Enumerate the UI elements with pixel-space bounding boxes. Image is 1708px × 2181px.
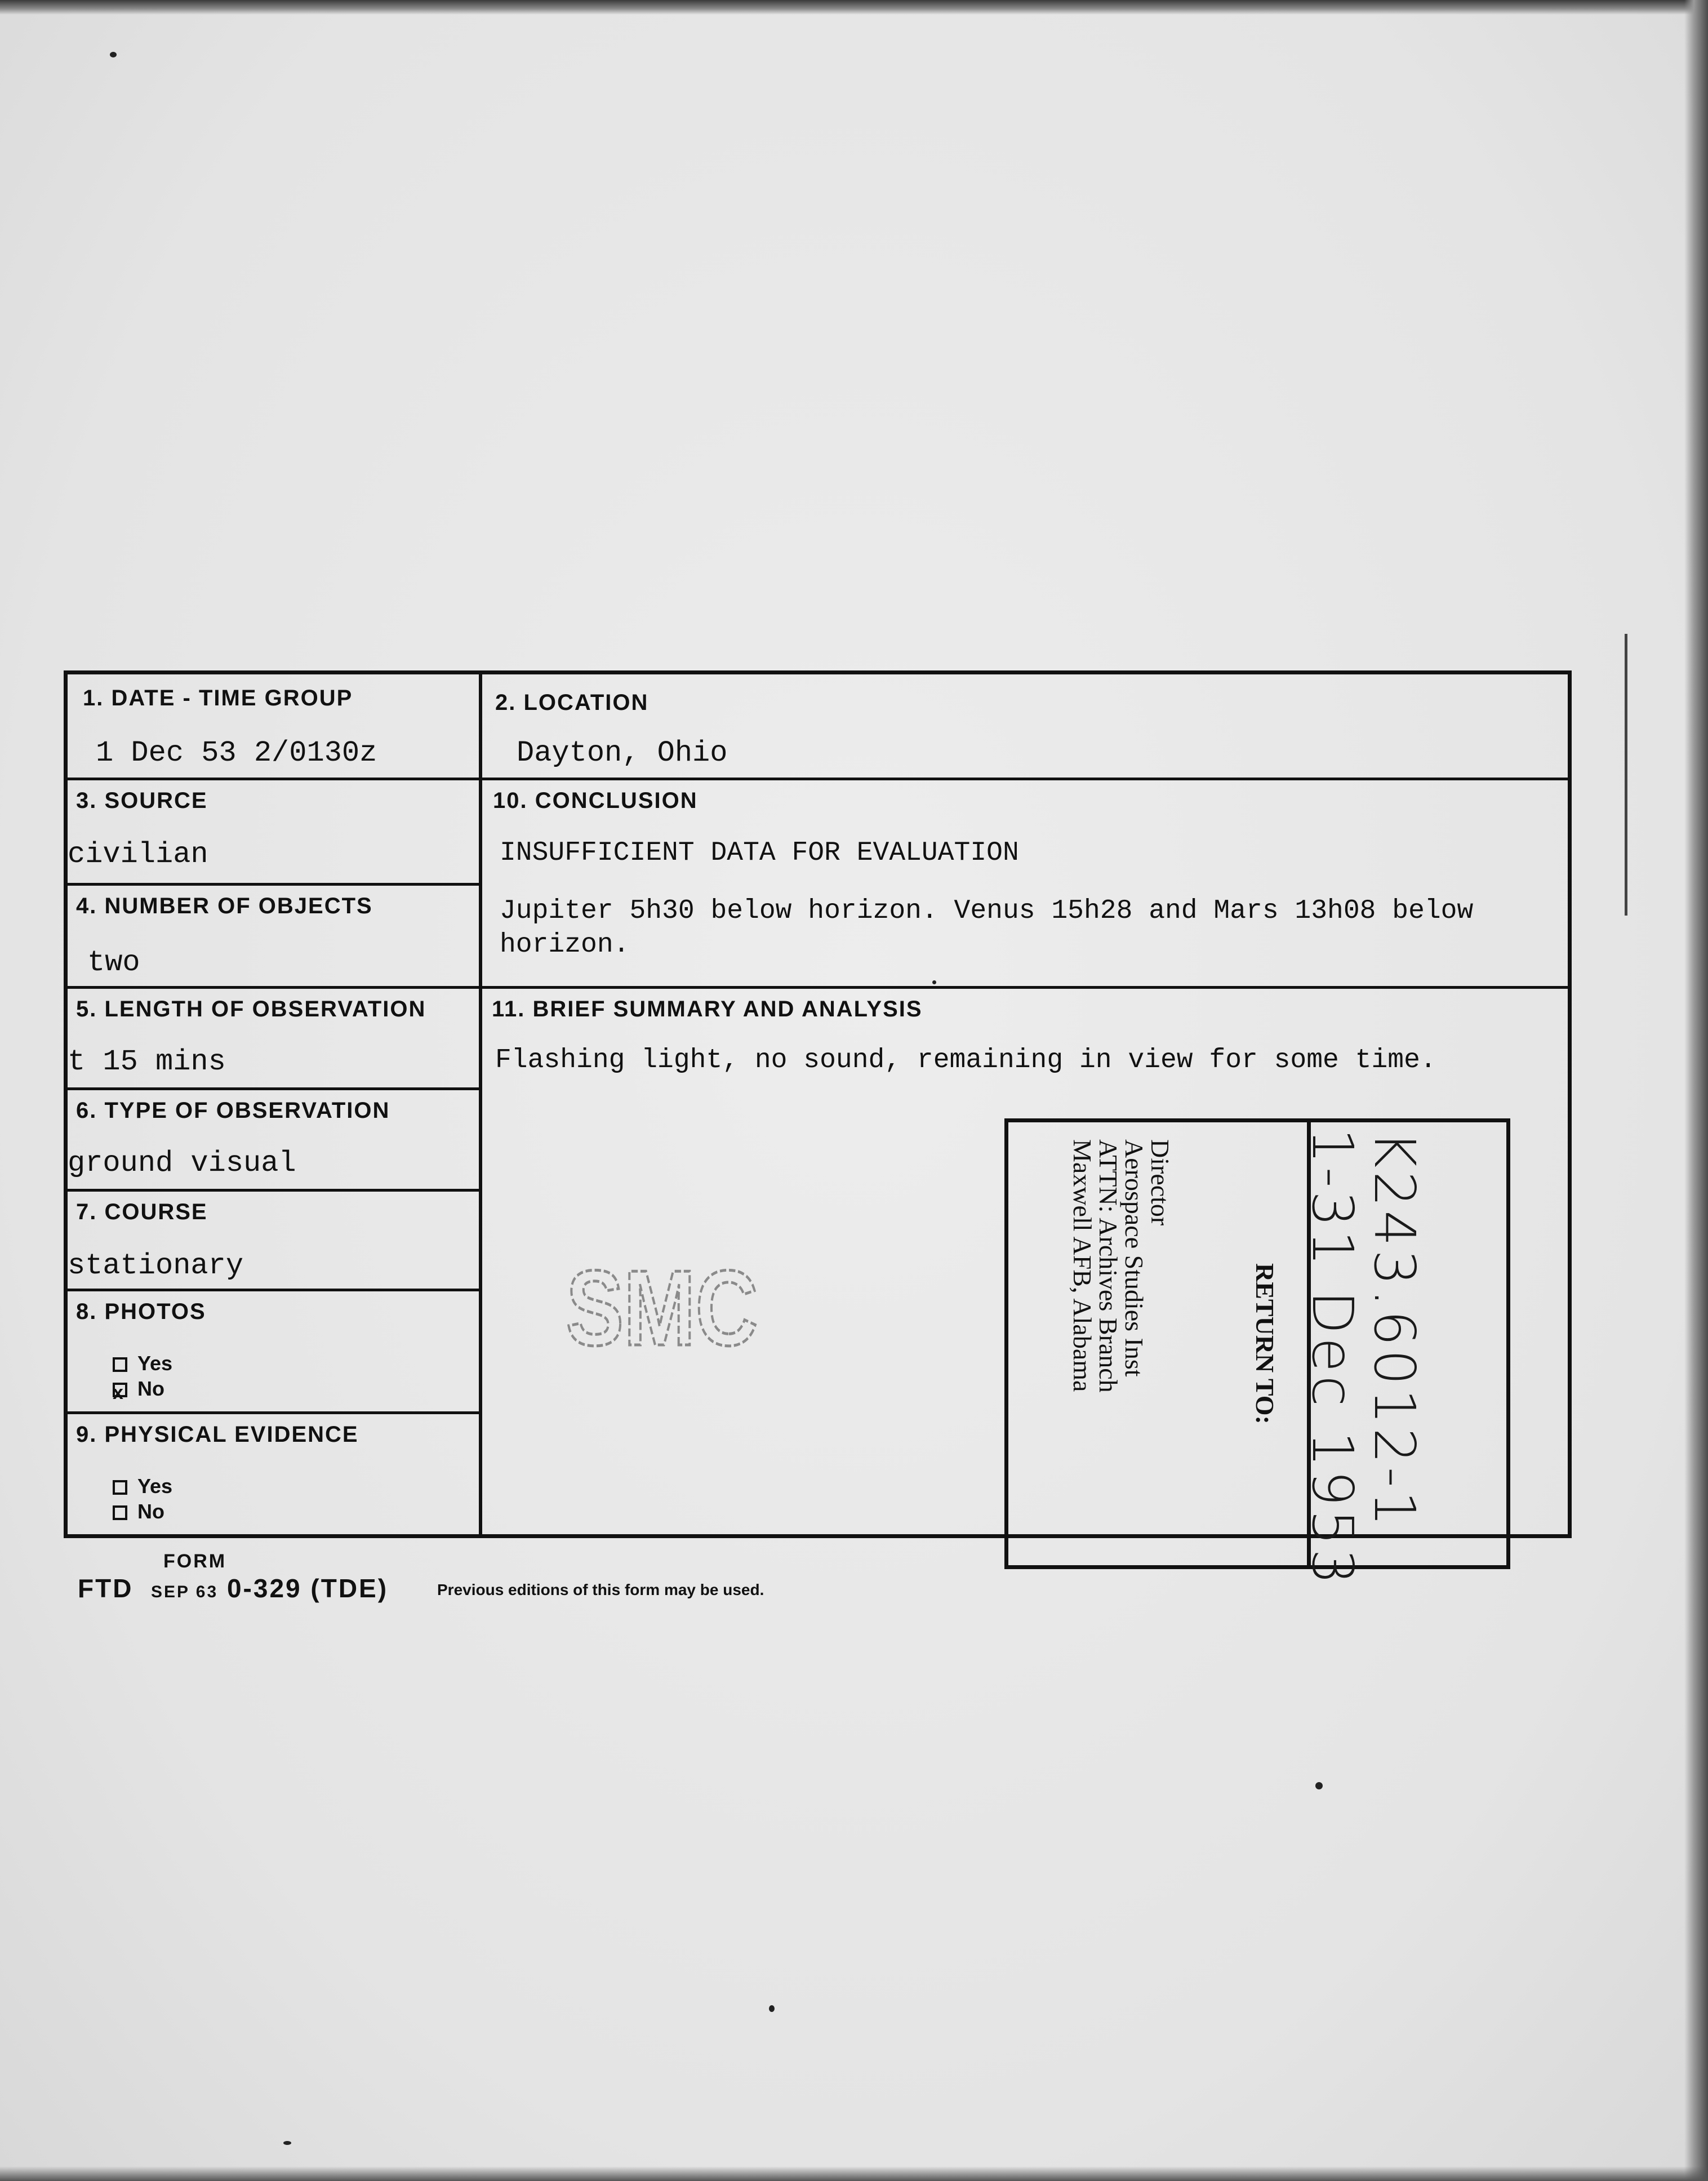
source-cell [68,781,476,882]
stamp-return-to: RETURN TO: [1251,1263,1279,1424]
smc-watermark-text: SMC [566,1249,758,1368]
form-number: 0-329 (TDE) [226,1574,389,1603]
stamp-address-line-2: Aerospace Studies Inst [1120,1139,1149,1377]
number-of-objects-label: 4. NUMBER OF OBJECTS [76,894,373,918]
checkbox-icon [113,1480,127,1495]
checked-checkbox-icon: x [113,1383,127,1397]
course-cell [68,1193,476,1287]
form-code: FTD [78,1574,134,1603]
type-of-observation-cell [68,1091,476,1187]
conclusion-cell [487,781,1558,984]
column-divider [479,674,482,1534]
photos-cell [68,1292,476,1411]
course-value: stationary [68,1249,244,1282]
course-label: 7. COURSE [76,1200,208,1224]
conclusion-detail: Jupiter 5h30 below horizon. Venus 15h28 and Mars 13h08 below horizon. [500,896,1474,960]
row-divider [68,1289,482,1291]
photos-label: 8. PHOTOS [76,1299,206,1324]
type-of-observation-value: ground visual [68,1147,296,1180]
photos-no-option[interactable]: x No [113,1377,164,1404]
previous-editions-note: Previous editions of this form may be used. [437,1581,764,1598]
archive-return-stamp [1004,1118,1510,1588]
date-time-group-cell [76,680,470,776]
number-of-objects-value: two [87,946,140,979]
stamp-address-line-4: Maxwell AFB, Alabama [1068,1139,1097,1392]
length-of-observation-label: 5. LENGTH OF OBSERVATION [76,997,426,1021]
summary-text: Flashing light, no sound, remaining in view for some time. [495,1045,1436,1076]
checkbox-icon [113,1505,127,1520]
date-time-group-value: 1 Dec 53 2/0130z [96,736,377,770]
location-value: Dayton, Ohio [517,736,728,770]
physical-evidence-yes-option[interactable]: Yes [113,1474,172,1498]
conclusion-label: 10. CONCLUSION [493,788,698,813]
checkbox-icon [113,1357,127,1372]
scan-edge-right [1684,0,1708,2181]
summary-cell [487,990,1558,1086]
source-value: civilian [68,838,208,871]
scan-edge-bottom [0,2166,1708,2181]
row-divider [68,1189,482,1192]
length-of-observation-cell [68,990,476,1086]
dust-speck [1315,1782,1323,1789]
physical-evidence-no-option[interactable]: No [113,1500,164,1523]
location-cell [487,680,1558,776]
conclusion-headline: INSUFFICIENT DATA FOR EVALUATION [500,838,1019,868]
length-of-observation-value: t 15 mins [68,1045,226,1078]
type-of-observation-label: 6. TYPE OF OBSERVATION [76,1098,390,1123]
physical-evidence-cell [68,1415,476,1536]
dust-speck [110,52,117,57]
smc-watermark [561,1248,763,1368]
margin-rule [1625,634,1627,916]
row-divider [68,986,1572,989]
source-label: 3. SOURCE [76,788,208,813]
handwritten-reference: K243.6012-1 [1362,1131,1427,1530]
form-identifier [78,1573,388,1603]
photos-yes-option[interactable]: Yes [113,1352,172,1375]
dust-speck [283,2141,291,2145]
row-divider [68,778,1572,780]
date-time-group-label: 1. DATE - TIME GROUP [83,686,353,710]
summary-label: 11. BRIEF SUMMARY AND ANALYSIS [492,997,923,1021]
stamp-address-line-1: Director [1146,1139,1175,1226]
scan-edge-top [0,0,1708,15]
physical-evidence-label: 9. PHYSICAL EVIDENCE [76,1422,359,1447]
handwritten-date-range: 1-31 Dec 1953 [1300,1128,1365,1588]
dust-speck [769,2005,775,2012]
row-divider [68,1087,482,1090]
number-of-objects-cell [68,887,476,985]
location-label: 2. LOCATION [495,690,649,715]
stamp-address-line-3: ATTN: Archives Branch [1094,1139,1123,1393]
form-date: SEP 63 [150,1583,219,1601]
form-word: FORM [163,1551,227,1572]
row-divider [68,883,482,886]
row-divider [68,1411,482,1414]
